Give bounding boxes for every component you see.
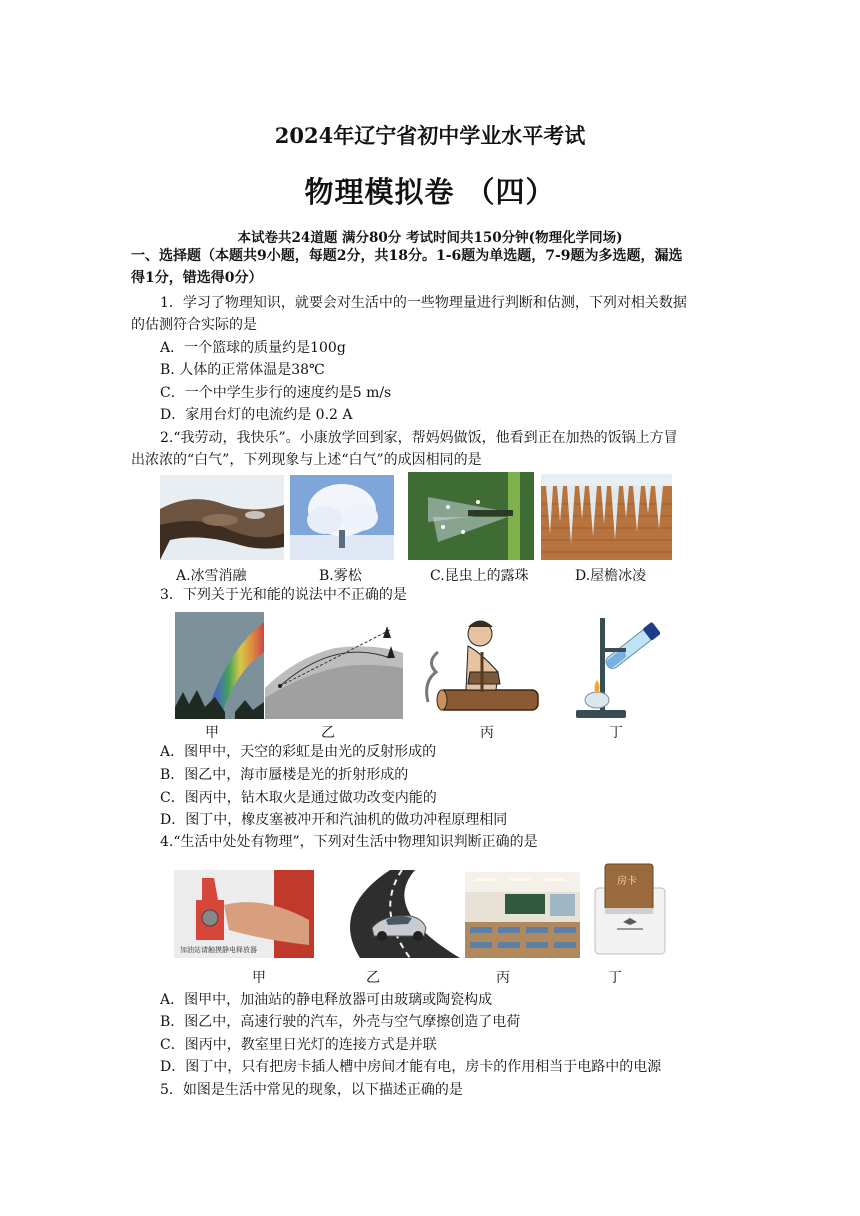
q4-caption-ding: 丁 — [608, 970, 622, 986]
q4-option-a: A．图甲中，加油站的静电释放器可由玻璃或陶瓷构成 — [160, 992, 493, 1008]
q3-caption-ding: 丁 — [609, 725, 623, 741]
static-discharger-photo — [174, 870, 314, 958]
q3-caption-bing: 丙 — [480, 725, 494, 741]
section-heading: 一、选择题（本题共9小题，每题2分，共18分。1-6题为单选题，7-9题为多选题，漏选 — [131, 248, 683, 264]
insect-dew-photo — [408, 472, 534, 560]
q1-stem-cont: 的估测符合实际的是 — [131, 317, 257, 333]
q1-option-c: C．一个中学生步行的速度约是5 m/s — [160, 385, 392, 401]
q1-option-a: A．一个篮球的质量约是100g — [160, 340, 346, 356]
q2-caption-a: A.冰雪消融 — [176, 568, 247, 584]
mirage-diagram — [265, 618, 403, 719]
q5-stem: 5．如图是生活中常见的现象，以下描述正确的是 — [160, 1082, 463, 1098]
q2-caption-c: C.昆虫上的露珠 — [430, 568, 529, 584]
melting-snow-photo — [160, 475, 284, 560]
drill-fire-illustration — [418, 612, 540, 720]
q4-option-c: C．图丙中，教室里日光灯的连接方式是并联 — [160, 1037, 437, 1053]
classroom-photo — [465, 872, 580, 958]
q3-option-d: D．图丁中，橡皮塞被冲开和汽油机的做功冲程原理相同 — [160, 812, 508, 828]
q4-option-d: D．图丁中，只有把房卡插人槽中房间才能有电，房卡的作用相当于电路中的电源 — [160, 1059, 662, 1075]
q2-stem: 2.“我劳动，我快乐”。小康放学回到家，帮妈妈做饭，他看到正在加热的饭锅上方冒 — [160, 430, 678, 446]
q4-option-b: B．图乙中，高速行驶的汽车，外壳与空气摩擦创造了电荷 — [160, 1014, 521, 1030]
exam-info: 本试卷共24道题 满分80分 考试时间共150分钟(物理化学同场) — [237, 230, 623, 246]
rainbow-photo — [175, 612, 264, 719]
q4-caption-bing: 丙 — [496, 970, 510, 986]
q3-option-b: B．图乙中，海市蜃楼是光的折射形成的 — [160, 767, 409, 783]
q3-stem: 3．下列关于光和能的说法中不正确的是 — [160, 587, 407, 603]
exam-title: 2024年辽宁省初中学业水平考试 — [274, 123, 586, 148]
q3-option-a: A．图甲中，天空的彩虹是由光的反射形成的 — [160, 744, 437, 760]
rime-tree-photo — [290, 475, 394, 560]
q3-option-c: C．图丙中，钻木取火是通过做功改变内能的 — [160, 790, 437, 806]
q2-stem-cont: 出浓浓的“白气”，下列现象与上述“白气”的成因相同的是 — [131, 452, 482, 468]
icicles-photo — [541, 474, 672, 560]
q4-stem: 4.“生活中处处有物理”，下列对生活中物理知识判断正确的是 — [160, 834, 538, 850]
car-road-photo — [320, 870, 460, 958]
sign-text: 加油站请触摸静电释放器 — [180, 946, 257, 954]
q4-caption-yi: 乙 — [366, 970, 380, 986]
q1-stem: 1．学习了物理知识，就要会对生活中的一些物理量进行判断和估测，下列对相关数据 — [160, 295, 687, 311]
card-text: 房卡 — [617, 876, 637, 887]
q3-caption-yi: 乙 — [321, 725, 335, 741]
q1-option-d: D．家用台灯的电流约是 0.2 A — [160, 407, 353, 423]
q1-option-b: B. 人体的正常体温是38℃ — [160, 362, 325, 378]
room-card-slot-photo — [591, 862, 669, 958]
q4-caption-jia: 甲 — [252, 970, 266, 986]
exam-subtitle: 物理模拟卷 （四） — [304, 175, 556, 209]
test-tube-stand-illustration — [572, 610, 660, 720]
q2-caption-b: B.雾松 — [319, 568, 362, 584]
q3-caption-jia: 甲 — [205, 725, 219, 741]
q2-caption-d: D.屋檐冰凌 — [575, 568, 647, 584]
section-heading-cont: 得1分，错选得0分） — [131, 270, 263, 286]
